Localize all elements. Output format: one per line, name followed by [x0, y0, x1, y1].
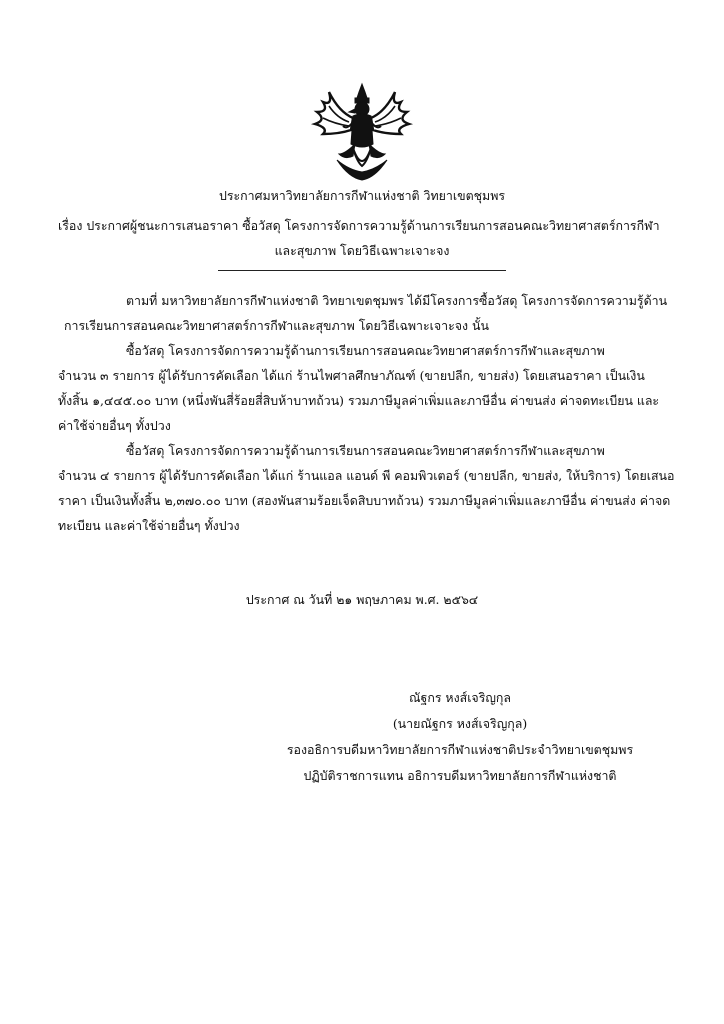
printed-name: (นายณัฐกร หงส์เจริญกุล): [392, 716, 528, 731]
signer-position-acting: ปฏิบัติราชการแทน อธิการบดีมหาวิทยาลัยการกีฬาแห่งชาติ: [303, 768, 617, 783]
announcement-date: ประกาศ ณ วันที่ ๒๑ พฤษภาคม พ.ศ. ๒๕๖๔: [245, 592, 479, 607]
signature-name: ณัฐกร หงส์เจริญกุล: [408, 690, 511, 705]
announcement-title: ประกาศมหาวิทยาลัยการกีฬาแห่งชาติ วิทยาเขตชุมพร: [218, 188, 506, 203]
garuda-emblem-icon: [309, 82, 415, 182]
paragraph-3-line: จำนวน ๔ รายการ ผู้ได้รับการคัดเลือก ได้แก่ ร้านแอล แอนด์ พี คอมพิวเตอร์ (ขายปลีก, ขายส่ง, ให้บริการ) โดยเสนอ: [58, 468, 675, 483]
subject-line-continued: และสุขภาพ โดยวิธีเฉพาะเจาะจง: [274, 243, 450, 258]
signer-position: รองอธิการบดีมหาวิทยาลัยการกีฬาแห่งชาติประจำวิทยาเขตชุมพร: [286, 742, 634, 757]
paragraph-1-line: การเรียนการสอนคณะวิทยาศาสตร์การกีฬาและสุขภาพ โดยวิธีเฉพาะเจาะจง นั้น: [64, 318, 489, 333]
paragraph-3-line: ราคา เป็นเงินทั้งสิ้น ๒,๓๗๐.๐๐ บาท (สองพันสามร้อยเจ็ดสิบบาทถ้วน) รวมภาษีมูลค่าเพิ่มและภาษีอื่น ค่าขนส่ง ค่าจด: [58, 493, 671, 508]
subject-line: เรื่อง ประกาศผู้ชนะการเสนอราคา ซื้อวัสดุ โครงการจัดการความรู้ด้านการเรียนการสอนคณะวิทยาศาสตร์การกีฬา: [58, 218, 660, 233]
separator-line: [218, 270, 506, 271]
paragraph-2-line: ซื้อวัสดุ โครงการจัดการความรู้ด้านการเรียนการสอนคณะวิทยาศาสตร์การกีฬาและสุขภาพ: [126, 343, 605, 358]
paragraph-2-line: จำนวน ๓ รายการ ผู้ได้รับการคัดเลือก ได้แก่ ร้านไพศาลศึกษาภัณฑ์ (ขายปลีก, ขายส่ง) โดยเสนอราคา เป็นเงิน: [58, 368, 645, 383]
paragraph-2-line: ค่าใช้จ่ายอื่นๆ ทั้งปวง: [58, 418, 171, 433]
paragraph-1-line: ตามที่ มหาวิทยาลัยการกีฬาแห่งชาติ วิทยาเขตชุมพร ได้มีโครงการซื้อวัสดุ โครงการจัดการความรู้ด้าน: [126, 293, 668, 308]
paragraph-3-line: ซื้อวัสดุ โครงการจัดการความรู้ด้านการเรียนการสอนคณะวิทยาศาสตร์การกีฬาและสุขภาพ: [126, 443, 605, 458]
paragraph-2-line: ทั้งสิ้น ๑,๔๔๕.๐๐ บาท (หนึ่งพันสี่ร้อยสี่สิบห้าบาทถ้วน) รวมภาษีมูลค่าเพิ่มและภาษีอื่น ค่าขนส่ง ค่าจดทะเบียน และ: [58, 393, 660, 408]
paragraph-3-line: ทะเบียน และค่าใช้จ่ายอื่นๆ ทั้งปวง: [58, 518, 240, 533]
